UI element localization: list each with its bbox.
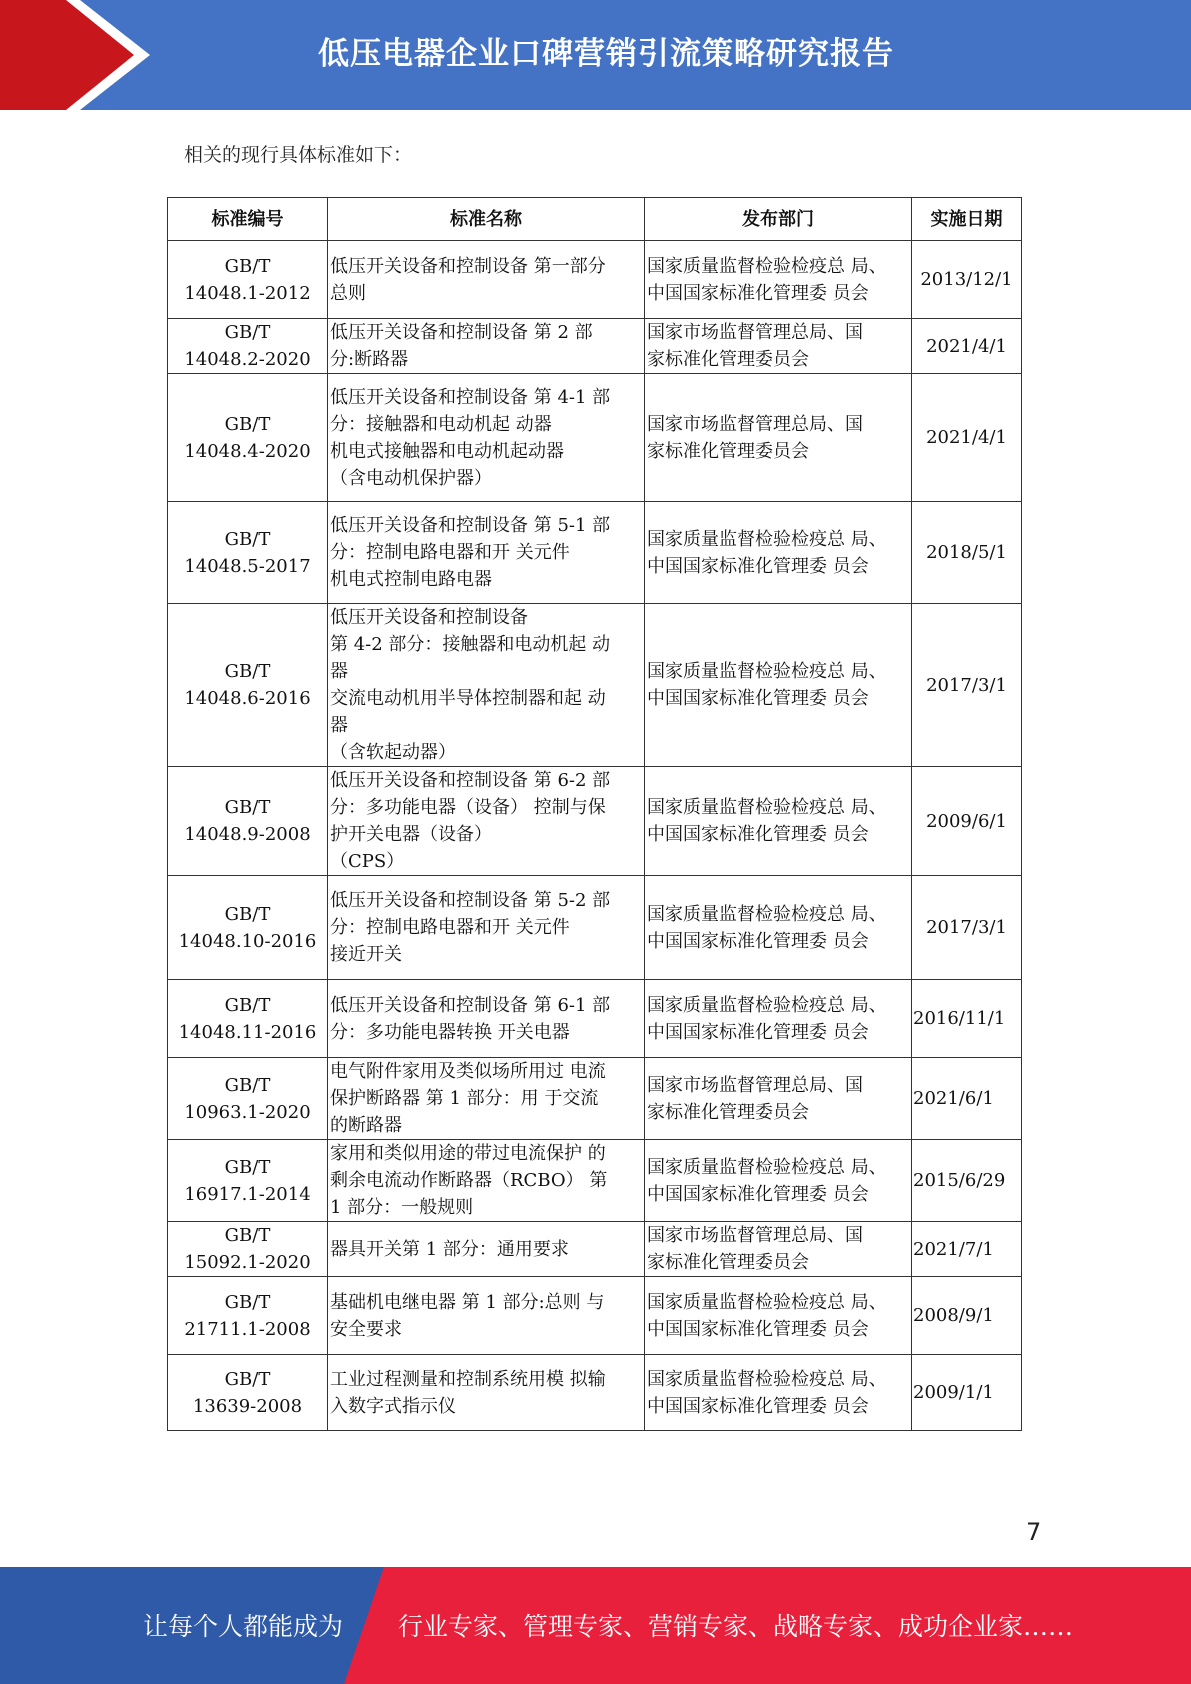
- standard-code-cell-line: GB/T: [224, 1368, 271, 1390]
- standard-code-cell: [168, 241, 328, 319]
- standard-code-cell: [168, 980, 328, 1058]
- standard-name-cell-line: 的断路器: [330, 1115, 402, 1136]
- standard-code-cell-line: 14048.11-2016: [178, 1021, 317, 1043]
- standard-code-cell: [168, 767, 328, 876]
- table-body: [168, 241, 1022, 1431]
- effective-date-cell: 2021/4/1: [912, 374, 1022, 502]
- standard-name-cell-line: （CPS）: [330, 851, 405, 872]
- standard-name-cell: [328, 1058, 645, 1140]
- issuing-department-cell-line: 国家市场监督管理总局、国: [647, 322, 863, 343]
- standard-code-cell-line: GB/T: [224, 255, 271, 277]
- issuing-department-cell-line: 中国国家标准化管理委 员会: [647, 1318, 869, 1340]
- standard-name-cell-line: 低压开关设备和控制设备 第 6-1 部: [330, 994, 611, 1016]
- standard-name-cell: [328, 767, 645, 876]
- standard-name-cell-line: 低压开关设备和控制设备: [330, 607, 528, 628]
- standard-code-cell: [168, 1277, 328, 1355]
- standard-name-cell-line: 低压开关设备和控制设备 第一部分: [330, 255, 606, 277]
- issuing-department-cell-line: 中国国家标准化管理委 员会: [647, 1021, 869, 1043]
- standard-name-cell-line: 机电式控制电路电器: [330, 569, 492, 590]
- issuing-department-cell-line: 国家质量监督检验检疫总 局、: [647, 903, 887, 925]
- standard-code-cell-line: GB/T: [224, 994, 271, 1016]
- table-row: [168, 1058, 1022, 1140]
- standard-code-cell-line: 21711.1-2008: [184, 1318, 311, 1340]
- issuing-department-cell-line: 中国国家标准化管理委 员会: [647, 824, 869, 845]
- issuing-department-cell-line: 国家质量监督检验检疫总 局、: [647, 255, 887, 277]
- standard-code-cell: [168, 1058, 328, 1140]
- standard-name-cell-line: 分：多功能电器（设备） 控制与保: [330, 797, 606, 818]
- effective-date-cell: 2008/9/1: [912, 1277, 1022, 1355]
- standard-name-cell-line: 低压开关设备和控制设备 第 5-1 部: [330, 515, 611, 536]
- issuing-department-cell-line: 国家质量监督检验检疫总 局、: [647, 1156, 887, 1178]
- effective-date-cell: 2017/3/1: [912, 604, 1022, 767]
- effective-date-cell: 2021/6/1: [912, 1058, 1022, 1140]
- standard-code-cell-line: 14048.5-2017: [184, 555, 311, 577]
- issuing-department-cell-line: 中国国家标准化管理委 员会: [647, 1395, 869, 1417]
- issuing-department-cell: [645, 604, 912, 767]
- standard-code-cell: [168, 1355, 328, 1431]
- table-row: [168, 1140, 1022, 1222]
- issuing-department-cell: [645, 1058, 912, 1140]
- issuing-department-cell: [645, 1277, 912, 1355]
- table-row: [168, 502, 1022, 604]
- effective-date-cell: 2021/4/1: [912, 319, 1022, 374]
- effective-date-cell: 2009/1/1: [912, 1355, 1022, 1431]
- issuing-department-cell: [645, 374, 912, 502]
- issuing-department-cell-line: 家标准化管理委员会: [647, 1101, 809, 1123]
- standard-name-cell: [328, 1355, 645, 1431]
- standard-name-cell: [328, 604, 645, 767]
- issuing-department-cell-line: 国家市场监督管理总局、国: [647, 1225, 863, 1246]
- standard-name-cell-line: 低压开关设备和控制设备 第 2 部: [330, 322, 593, 343]
- standard-code-cell-line: 14048.6-2016: [184, 688, 311, 709]
- issuing-department-cell-line: 家标准化管理委员会: [647, 1252, 809, 1273]
- table-row: [168, 767, 1022, 876]
- standard-name-cell-line: 保护断路器 第 1 部分：用 于交流: [330, 1088, 599, 1109]
- standard-code-cell: [168, 1222, 328, 1277]
- standard-name-cell: [328, 876, 645, 980]
- table-row: [168, 1277, 1022, 1355]
- standard-name-cell: [328, 374, 645, 502]
- header-effective-date: 实施日期: [912, 198, 1022, 241]
- issuing-department-cell-line: 国家市场监督管理总局、国: [647, 413, 863, 435]
- standard-code-cell-line: 16917.1-2014: [184, 1183, 311, 1205]
- standard-code-cell-line: GB/T: [224, 528, 271, 550]
- standard-name-cell-line: 低压开关设备和控制设备 第 5-2 部: [330, 890, 611, 911]
- effective-date-cell: 2018/5/1: [912, 502, 1022, 604]
- standard-name-cell: [328, 980, 645, 1058]
- standard-code-cell-line: GB/T: [224, 322, 271, 343]
- standard-name-cell: [328, 1140, 645, 1222]
- standard-code-cell-line: GB/T: [224, 1225, 271, 1246]
- table-row: [168, 374, 1022, 502]
- standard-name-cell: [328, 241, 645, 319]
- issuing-department-cell: [645, 1222, 912, 1277]
- standard-code-cell-line: 15092.1-2020: [184, 1252, 311, 1273]
- footer-slogan-left: 让每个人都能成为: [143, 1612, 344, 1641]
- issuing-department-cell-line: 国家质量监督检验检疫总 局、: [647, 797, 887, 818]
- standard-code-cell-line: GB/T: [224, 903, 271, 925]
- standard-name-cell-line: 分：接触器和电动机起 动器: [330, 413, 552, 435]
- standard-code-cell-line: GB/T: [224, 1156, 271, 1178]
- issuing-department-cell: [645, 1355, 912, 1431]
- effective-date-cell: 2015/6/29: [912, 1140, 1022, 1222]
- header-standard-name: 标准名称: [328, 198, 645, 241]
- standard-name-cell-line: 分:断路器: [330, 349, 409, 370]
- standard-name-cell-line: 总则: [330, 282, 366, 304]
- issuing-department-cell-line: 国家质量监督检验检疫总 局、: [647, 528, 887, 550]
- standard-name-cell-line: 接近开关: [330, 944, 402, 965]
- issuing-department-cell: [645, 1140, 912, 1222]
- table-row: [168, 1222, 1022, 1277]
- standard-code-cell: [168, 1140, 328, 1222]
- standard-code-cell: [168, 319, 328, 374]
- standards-table: [167, 197, 1022, 1431]
- issuing-department-cell-line: 国家市场监督管理总局、国: [647, 1074, 863, 1096]
- header-chevron-arrow: [0, 0, 140, 110]
- table-row: [168, 980, 1022, 1058]
- standard-name-cell: [328, 1277, 645, 1355]
- standard-code-cell: [168, 374, 328, 502]
- standard-code-cell-line: GB/T: [224, 797, 271, 818]
- issuing-department-cell-line: 国家质量监督检验检疫总 局、: [647, 1291, 887, 1313]
- table-header-row: [168, 198, 1022, 241]
- issuing-department-cell: [645, 767, 912, 876]
- standard-code-cell-line: 14048.1-2012: [184, 282, 311, 304]
- table-row: [168, 1355, 1022, 1431]
- issuing-department-cell-line: 国家质量监督检验检疫总 局、: [647, 661, 887, 682]
- standard-name-cell-line: 安全要求: [330, 1318, 402, 1340]
- issuing-department-cell-line: 中国国家标准化管理委 员会: [647, 1183, 869, 1205]
- standard-name-cell-line: 工业过程测量和控制系统用模 拟输: [330, 1368, 606, 1390]
- header-standard-code: 标准编号: [168, 198, 328, 241]
- standard-name-cell-line: （含软起动器）: [330, 742, 456, 763]
- issuing-department-cell-line: 国家质量监督检验检疫总 局、: [647, 994, 887, 1016]
- standard-name-cell-line: 分：控制电路电器和开 关元件: [330, 542, 570, 563]
- standard-name-cell-line: （含电动机保护器）: [330, 467, 492, 489]
- issuing-department-cell-line: 国家质量监督检验检疫总 局、: [647, 1368, 887, 1390]
- standard-code-cell-line: 13639-2008: [192, 1395, 303, 1417]
- standard-code-cell-line: GB/T: [224, 413, 271, 435]
- issuing-department-cell: [645, 319, 912, 374]
- standard-code-cell-line: 14048.9-2008: [184, 824, 311, 845]
- standard-code-cell-line: GB/T: [224, 1291, 271, 1313]
- table-row: [168, 604, 1022, 767]
- footer-slogan-right: 行业专家、管理专家、营销专家、战略专家、成功企业家……: [398, 1612, 1074, 1641]
- standard-name-cell-line: 器: [330, 661, 348, 682]
- standard-name-cell-line: 入数字式指示仪: [330, 1395, 456, 1417]
- standard-code-cell: [168, 502, 328, 604]
- standard-name-cell-line: 低压开关设备和控制设备 第 6-2 部: [330, 770, 611, 791]
- standard-code-cell-line: GB/T: [224, 1074, 271, 1096]
- effective-date-cell: 2013/12/1: [912, 241, 1022, 319]
- standard-name-cell-line: 分：控制电路电器和开 关元件: [330, 917, 570, 938]
- standard-name-cell-line: 器具开关第 1 部分：通用要求: [330, 1238, 569, 1260]
- effective-date-cell: 2016/11/1: [912, 980, 1022, 1058]
- standard-name-cell: [328, 502, 645, 604]
- issuing-department-cell: [645, 241, 912, 319]
- page-footer: [0, 1567, 1191, 1684]
- standard-name-cell-line: 低压开关设备和控制设备 第 4-1 部: [330, 386, 611, 408]
- issuing-department-cell-line: 中国国家标准化管理委 员会: [647, 282, 869, 304]
- standard-name-cell-line: 交流电动机用半导体控制器和起 动: [330, 688, 606, 709]
- standard-code-cell-line: 14048.4-2020: [184, 440, 311, 462]
- issuing-department-cell: [645, 502, 912, 604]
- issuing-department-cell-line: 家标准化管理委员会: [647, 440, 809, 462]
- page-number: 7: [1026, 1518, 1042, 1546]
- standard-name-cell-line: 机电式接触器和电动机起动器: [330, 440, 564, 462]
- standard-code-cell-line: GB/T: [224, 661, 271, 682]
- standard-code-cell: [168, 604, 328, 767]
- table-row: [168, 319, 1022, 374]
- standard-name-cell-line: 器: [330, 715, 348, 736]
- report-title: 低压电器企业口碑营销引流策略研究报告: [318, 36, 894, 72]
- standard-name-cell-line: 分：多功能电器转换 开关电器: [330, 1021, 570, 1043]
- table-row: [168, 241, 1022, 319]
- issuing-department-cell: [645, 980, 912, 1058]
- standard-name-cell: [328, 319, 645, 374]
- standard-code-cell-line: 14048.2-2020: [184, 349, 311, 370]
- standard-name-cell-line: 剩余电流动作断路器（RCBO） 第: [330, 1170, 608, 1191]
- issuing-department-cell-line: 家标准化管理委员会: [647, 349, 809, 370]
- standard-name-cell-line: 电气附件家用及类似场所用过 电流: [330, 1061, 606, 1082]
- header-issuing-department: 发布部门: [645, 198, 912, 241]
- standard-name-cell-line: 家用和类似用途的带过电流保护 的: [330, 1143, 606, 1164]
- standard-name-cell-line: 护开关电器（设备）: [330, 824, 492, 845]
- standard-name-cell-line: 基础机电继电器 第 1 部分:总则 与: [330, 1291, 605, 1313]
- standard-code-cell-line: 14048.10-2016: [178, 930, 317, 952]
- table-row: [168, 876, 1022, 980]
- standard-name-cell: [328, 1222, 645, 1277]
- effective-date-cell: 2021/7/1: [912, 1222, 1022, 1277]
- issuing-department-cell-line: 中国国家标准化管理委 员会: [647, 555, 869, 577]
- issuing-department-cell: [645, 876, 912, 980]
- standard-code-cell-line: 10963.1-2020: [184, 1101, 311, 1123]
- issuing-department-cell-line: 中国国家标准化管理委 员会: [647, 688, 869, 709]
- effective-date-cell: 2009/6/1: [912, 767, 1022, 876]
- standard-name-cell-line: 1 部分：一般规则: [330, 1197, 474, 1218]
- issuing-department-cell-line: 中国国家标准化管理委 员会: [647, 930, 869, 952]
- effective-date-cell: 2017/3/1: [912, 876, 1022, 980]
- intro-text: 相关的现行具体标准如下：: [184, 144, 413, 166]
- standard-code-cell: [168, 876, 328, 980]
- page-header: [0, 0, 1191, 110]
- standard-name-cell-line: 第 4-2 部分：接触器和电动机起 动: [330, 634, 611, 655]
